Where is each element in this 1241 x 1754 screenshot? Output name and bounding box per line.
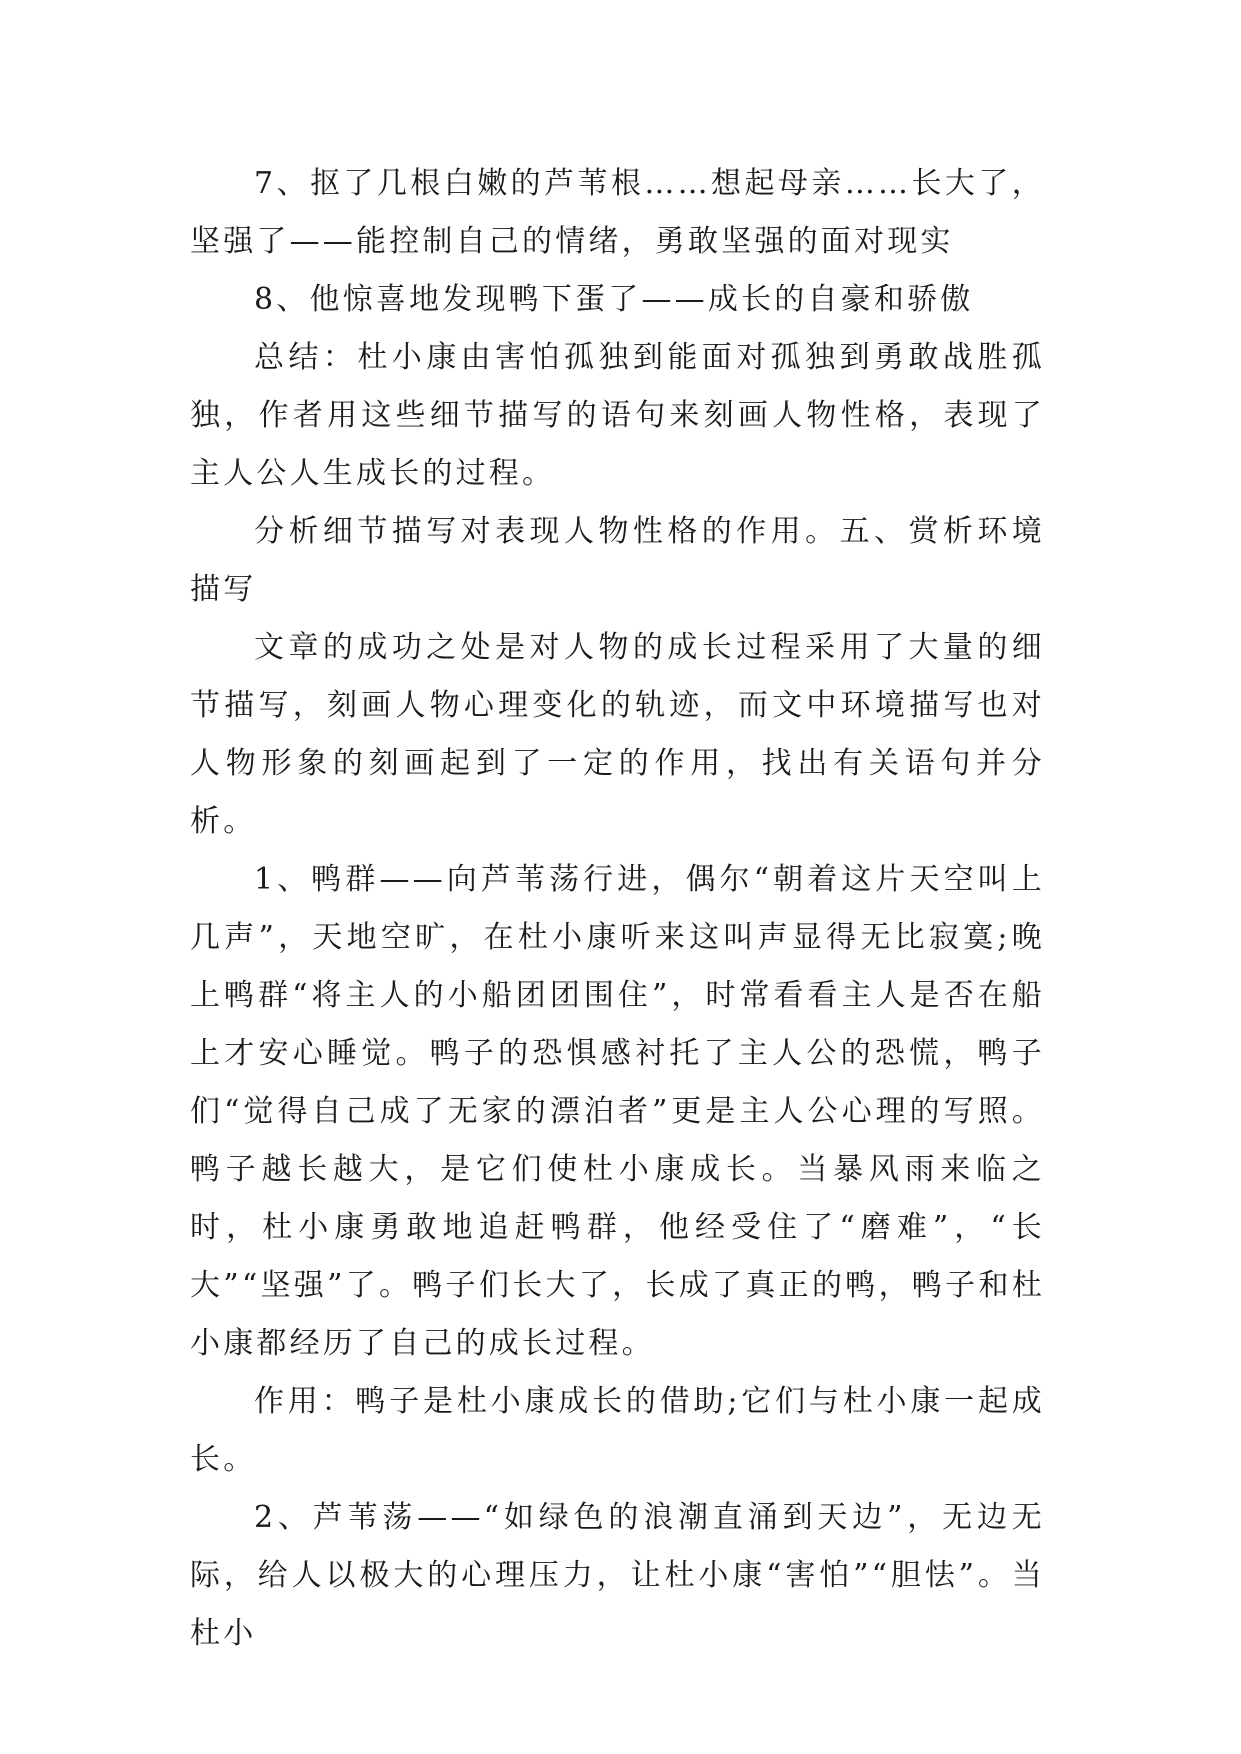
section-heading-paragraph: 分析细节描写对表现人物性格的作用。五、赏析环境描写: [190, 514, 1045, 607]
paragraph-item-7: 7、抠了几根白嫩的芦苇根……想起母亲……长大了，坚强了——能控制自己的情绪，勇敢坚强的面对现实: [190, 166, 1045, 259]
document-body: [190, 155, 1045, 1663]
duck-flock-paragraph: 1、鸭群——向芦苇荡行进，偶尔“朝着这片天空叫上几声”，天地空旷，在杜小康听来这叫声显得无比寂寞;晚上鸭群“将主人的小船团团围住”，时常看看主人是否在船上才安心睡觉。鸭子的恐惧感衬托了主人公的恐慌，鸭子们“觉得自己成了无家的漂泊者”更是主人公心理的写照。鸭子越长越大，是它们使杜小康成长。当暴风雨来临之时，杜小康勇敢地追赶鸭群，他经受住了“磨难”，“长大”“坚强”了。鸭子们长大了，长成了真正的鸭，鸭子和杜小康都经历了自己的成长过程。: [190, 862, 1045, 1361]
intro-paragraph: 文章的成功之处是对人物的成长过程采用了大量的细节描写，刻画人物心理变化的轨迹，而文中环境描写也对人物形象的刻画起到了一定的作用，找出有关语句并分析。: [190, 630, 1045, 839]
reed-marsh-paragraph: 2、芦苇荡——“如绿色的浪潮直涌到天边”，无边无际，给人以极大的心理压力，让杜小康“害怕”“胆怯”。当杜小: [190, 1500, 1045, 1651]
summary-paragraph: 总结：杜小康由害怕孤独到能面对孤独到勇敢战胜孤独，作者用这些细节描写的语句来刻画人物性格，表现了主人公人生成长的过程。: [190, 340, 1045, 491]
function-paragraph: 作用：鸭子是杜小康成长的借助;它们与杜小康一起成长。: [190, 1384, 1045, 1477]
paragraph-item-8: 8、他惊喜地发现鸭下蛋了——成长的自豪和骄傲: [254, 282, 974, 317]
